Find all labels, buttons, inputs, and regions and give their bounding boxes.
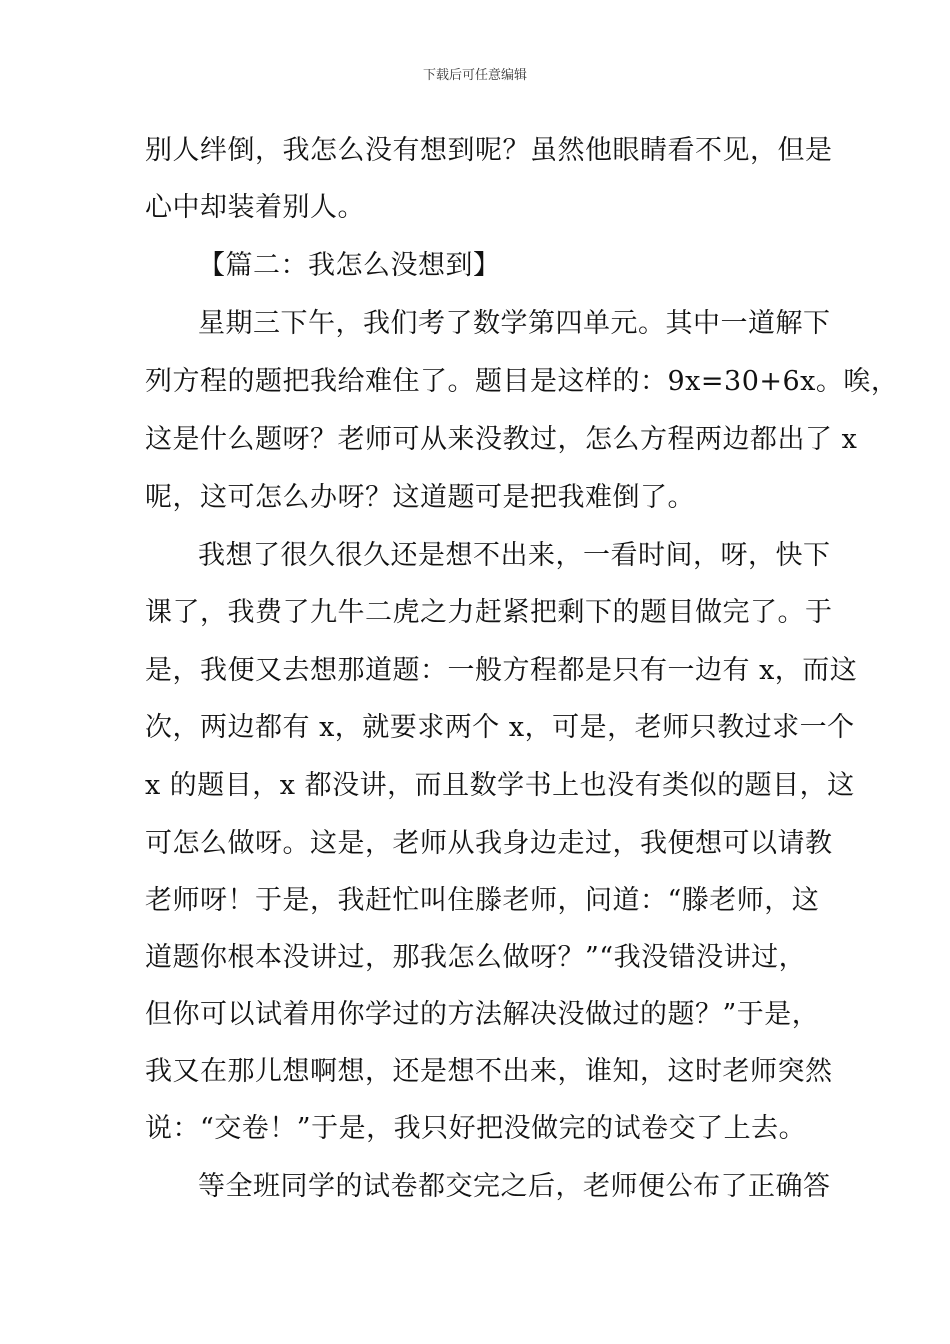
section-heading: 【篇二：我怎么没想到】 xyxy=(198,250,501,281)
text-line: 说：“交卷！”于是，我只好把没做完的试卷交了上去。 xyxy=(145,1113,807,1144)
paragraph-first-line: 我想了很久很久还是想不出来，一看时间，呀，快下 xyxy=(198,540,831,571)
paragraph-first-line: 等全班同学的试卷都交完之后，老师便公布了正确答 xyxy=(198,1171,831,1202)
text-line: 道题你根本没讲过，那我怎么做呀？”“我没错没讲过， xyxy=(145,942,807,973)
text-line: 但你可以试着用你学过的方法解决没做过的题？”于是， xyxy=(145,999,820,1030)
text-line: 列方程的题把我给难住了。题目是这样的：9x=30+6x。唉， xyxy=(145,366,899,397)
text-line: 我又在那儿想啊想，还是想不出来，谁知，这时老师突然 xyxy=(145,1056,833,1087)
text-line: 是，我便又去想那道题：一般方程都是只有一边有 x，而这 xyxy=(145,655,858,686)
text-line: 次，两边都有 x，就要求两个 x，可是，老师只教过求一个 xyxy=(145,712,855,743)
page-header: 下载后可任意编辑 xyxy=(422,68,527,83)
text-line: x 的题目，x 都没讲，而且数学书上也没有类似的题目，这 xyxy=(145,770,855,801)
text-line: 呢，这可怎么办呀？这道题可是把我难倒了。 xyxy=(145,482,695,513)
text-line: 心中却装着别人。 xyxy=(145,192,365,223)
text-line: 老师呀！于是，我赶忙叫住滕老师，问道：“滕老师，这 xyxy=(145,885,820,916)
text-line: 别人绊倒，我怎么没有想到呢？虽然他眼睛看不见，但是 xyxy=(145,135,833,166)
paragraph-first-line: 星期三下午，我们考了数学第四单元。其中一道解下 xyxy=(198,308,831,339)
text-line: 可怎么做呀。这是，老师从我身边走过，我便想可以请教 xyxy=(145,828,833,859)
text-line: 这是什么题呀？老师可从来没教过，怎么方程两边都出了 x xyxy=(145,424,858,455)
text-line: 课了，我费了九牛二虎之力赶紧把剩下的题目做完了。于 xyxy=(145,597,833,628)
